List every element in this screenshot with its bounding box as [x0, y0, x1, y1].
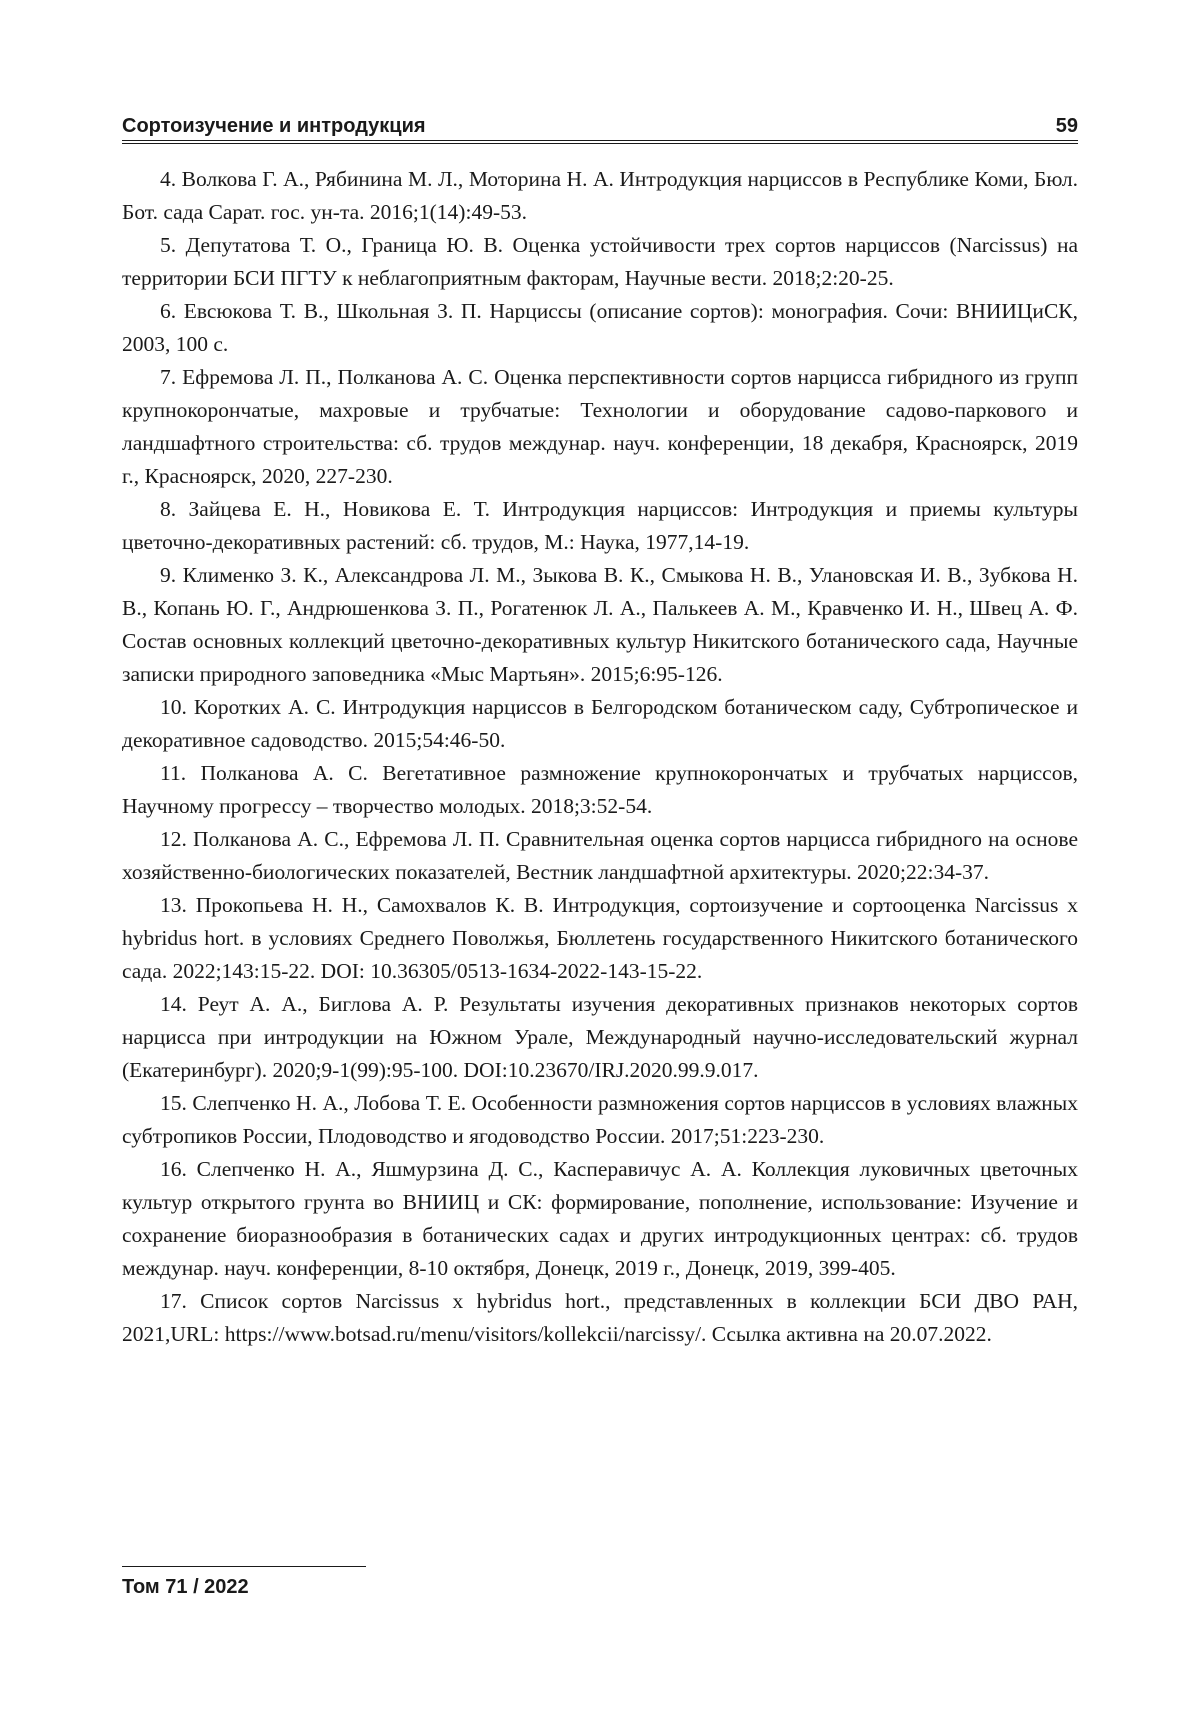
section-title: Сортоизучение и интродукция: [122, 115, 426, 137]
reference-item-16: 16. Слепченко Н. А., Яшмурзина Д. С., Касперавичус А. А. Коллекция луковичных цветочных культур открытого грунта во ВНИИЦ и СК: формирование, пополнение, использование: Изучение и сохранение биоразнообразия в ботанических садах и других интродукционных центрах: сб. трудов междунар. науч. конференции, 8-10 октября, Донецк, 2019 г., Донецк, 2019, 399-405.: [122, 1157, 1078, 1280]
header-rule: [122, 140, 1078, 144]
reference-item-15: 15. Слепченко Н. А., Лобова Т. Е. Особенности размножения сортов нарциссов в условиях влажных субтропиков России, Плодоводство и ягодоводство России. 2017;51:223-230.: [122, 1091, 1078, 1148]
reference-item-8: 8. Зайцева Е. Н., Новикова Е. Т. Интродукция нарциссов: Интродукция и приемы культуры цветочно-декоративных растений: сб. трудов, М.: Наука, 1977,14-19.: [122, 497, 1078, 554]
reference-item-6: 6. Евсюкова Т. В., Школьная З. П. Нарциссы (описание сортов): монография. Сочи: ВНИИЦиСК, 2003, 100 с.: [122, 299, 1078, 356]
reference-item-13: 13. Прокопьева Н. Н., Самохвалов К. В. Интродукция, сортоизучение и сортооценка Narcissus x hybridus hort. в условиях Среднего Поволжья, Бюллетень государственного Никитского ботанического сада. 2022;143:15-22. DOI: 10.36305/0513-1634-2022-143-15-22.: [122, 893, 1078, 983]
reference-item-9: 9. Клименко З. К., Александрова Л. М., Зыкова В. К., Смыкова Н. В., Улановская И. В., Зубкова Н. В., Копань Ю. Г., Андрюшенкова З. П., Рогатенюк Л. А., Палькеев А. М., Кравченко И. Н., Швец А. Ф. Состав основных коллекций цветочно-декоративных культур Никитского ботанического сада, Научные записки природного заповедника «Мыс Мартьян». 2015;6:95-126.: [122, 563, 1078, 686]
reference-item-11: 11. Полканова А. С. Вегетативное размножение крупнокорончатых и трубчатых нарциссов, Научному прогрессу – творчество молодых. 2018;3:52-54.: [122, 761, 1078, 818]
reference-item-17: 17. Список сортов Narcissus x hybridus hort., представленных в коллекции БСИ ДВО РАН, 2021,URL: https://www.botsad.ru/menu/visitors/kollekcii/narcissy/. Ссылка активна на 20.07.2022.: [122, 1289, 1078, 1346]
reference-item-5: 5. Депутатова Т. О., Граница Ю. В. Оценка устойчивости трех сортов нарциссов (Narcissus) на территории БСИ ПГТУ к неблагоприятным факторам, Научные вести. 2018;2:20-25.: [122, 233, 1078, 290]
reference-item-14: 14. Реут А. А., Биглова А. Р. Результаты изучения декоративных признаков некоторых сортов нарцисса при интродукции на Южном Урале, Международный научно-исследовательский журнал (Екатеринбург). 2020;9-1(99):95-100. DOI:10.23670/IRJ.2020.99.9.017.: [122, 992, 1078, 1082]
reference-item-10: 10. Коротких А. С. Интродукция нарциссов в Белгородском ботаническом саду, Субтропическое и декоративное садоводство. 2015;54:46-50.: [122, 695, 1078, 752]
reference-item-4: 4. Волкова Г. А., Рябинина М. Л., Моторина Н. А. Интродукция нарциссов в Республике Коми, Бюл. Бот. сада Сарат. гос. ун-та. 2016;1(14):49-53.: [122, 167, 1078, 224]
reference-item-7: 7. Ефремова Л. П., Полканова А. С. Оценка перспективности сортов нарцисса гибридного из групп крупнокорончатые, махровые и трубчатые: Технологии и оборудование садово-паркового и ландшафтного строительства: сб. трудов междунар. науч. конференции, 18 декабря, Красноярск, 2019 г., Красноярск, 2020, 227-230.: [122, 365, 1078, 488]
running-header: [122, 108, 1078, 138]
footer-volume: Том 71 / 2022: [122, 1576, 249, 1598]
page-number: 59: [1055, 115, 1078, 137]
footer-rule: [122, 1566, 366, 1567]
reference-item-12: 12. Полканова А. С., Ефремова Л. П. Сравнительная оценка сортов нарцисса гибридного на основе хозяйственно-биологических показателей, Вестник ландшафтной архитектуры. 2020;22:34-37.: [122, 827, 1078, 884]
reference-list: [122, 163, 1078, 1351]
